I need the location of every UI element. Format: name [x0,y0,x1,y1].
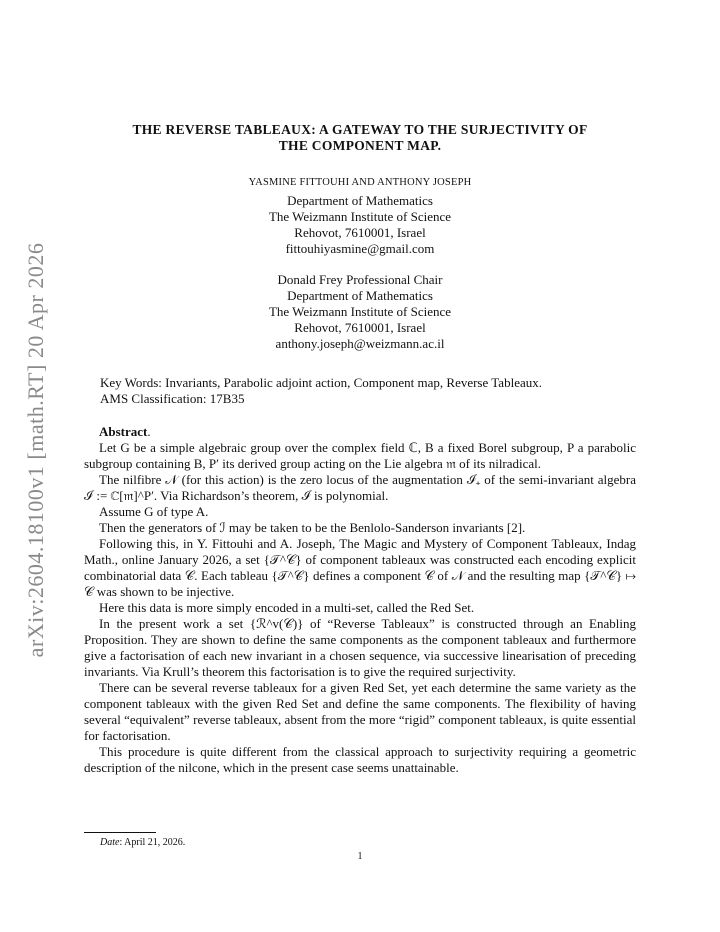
affiliation-2-institute: The Weizmann Institute of Science [268,304,452,319]
abstract-paragraph-8: There can be several reverse tableaux for a given Red Set, yet each determine the same variety as the component tableaux with the given Red Set and define the same components. The flexibility of having several “equivalent” reverse tableaux, absent from the more “rigid” component tableaux, is quite essential for factorisation. [84,680,636,743]
abstract-paragraph-1: Let G be a simple algebraic group over the complex field ℂ, B a fixed Borel subgroup, P a parabolic subgroup containing B, P′ its derived group acting on the Lie algebra 𝔪 of its nilradical. [84,440,636,471]
abstract-paragraph-9: This procedure is quite different from the classical approach to surjectivity requiring a geometric description of the nilcone, which in the present case seems unattainable. [84,744,636,775]
affiliation-1-institute: The Weizmann Institute of Science [268,209,452,224]
abstract-heading-text: Abstract [99,424,148,439]
abstract-paragraph-3: Assume G of type A. [99,504,209,519]
abstract-paragraph-5: Following this, in Y. Fittouhi and A. Joseph, The Magic and Mystery of Component Tableaux, Indag Math., online January 2026, a set {𝒯^𝒞} of component tableaux was constructed each encoding explicit combinatorial data 𝒞. Each tableau {𝒯^𝒞} defines a component 𝒞 of 𝒩 and the resulting map {𝒯^𝒞} ↦ 𝒞 was shown to be injective. [84,536,636,599]
ams-classification: AMS Classification: 17B35 [100,391,245,406]
date-footnote [100,837,185,848]
title-line-2: THE COMPONENT MAP. [278,138,442,153]
affiliation-2 [84,272,636,352]
abstract-section [84,424,636,776]
affiliation-2-city: Rehovot, 7610001, Israel [294,320,426,335]
date-value: : April 21, 2026. [119,837,186,848]
author-names: YASMINE FITTOUHI AND ANTHONY JOSEPH [248,177,472,188]
affiliation-1-email: fittouhiyasmine@gmail.com [285,241,435,256]
affiliation-2-chair: Donald Frey Professional Chair [277,272,443,287]
affiliation-2-email: anthony.joseph@weizmann.ac.il [275,336,445,351]
abstract-heading-period: . [147,424,151,439]
affiliation-1 [84,193,636,257]
key-words: Key Words: Invariants, Parabolic adjoint action, Component map, Reverse Tableaux. [100,375,542,390]
date-label: Date [100,837,120,848]
abstract-paragraph-6: Here this data is more simply encoded in a multi-set, called the Red Set. [99,600,475,615]
page-number: 1 [357,851,363,862]
keywords-block [100,375,640,407]
footnote-rule [84,832,156,833]
abstract-heading [84,424,636,440]
abstract-paragraph-7: In the present work a set {ℛ^v(𝒞)} of “Reverse Tableaux” is constructed through an Enabling Proposition. They are shown to define the same components as the component tableaux and furthermore give a factorisation of each new invariant in a chosen sequence, via successive linearisation of preceding invariants. Via Krull’s theorem this factorisation is to give the required surjectivity. [84,616,636,679]
affiliation-2-dept: Department of Mathematics [287,288,433,303]
affiliation-1-dept: Department of Mathematics [287,193,433,208]
abstract-paragraph-4: Then the generators of ℐ may be taken to be the Benlolo-Sanderson invariants [2]. [99,520,526,535]
affiliation-1-city: Rehovot, 7610001, Israel [294,225,426,240]
abstract-paragraph-2: The nilfibre 𝒩 (for this action) is the zero locus of the augmentation ℐ₊ of the semi-invariant algebra ℐ := ℂ[𝔪]^P′. Via Richardson’s theorem, ℐ is polynomial. [84,472,636,503]
title-line-1: THE REVERSE TABLEAUX: A GATEWAY TO THE SURJECTIVITY OF [132,122,588,137]
arxiv-identifier-stamp: arXiv:2604.18100v1 [math.RT] 20 Apr 2026 [23,242,48,658]
paper-title [84,122,636,154]
